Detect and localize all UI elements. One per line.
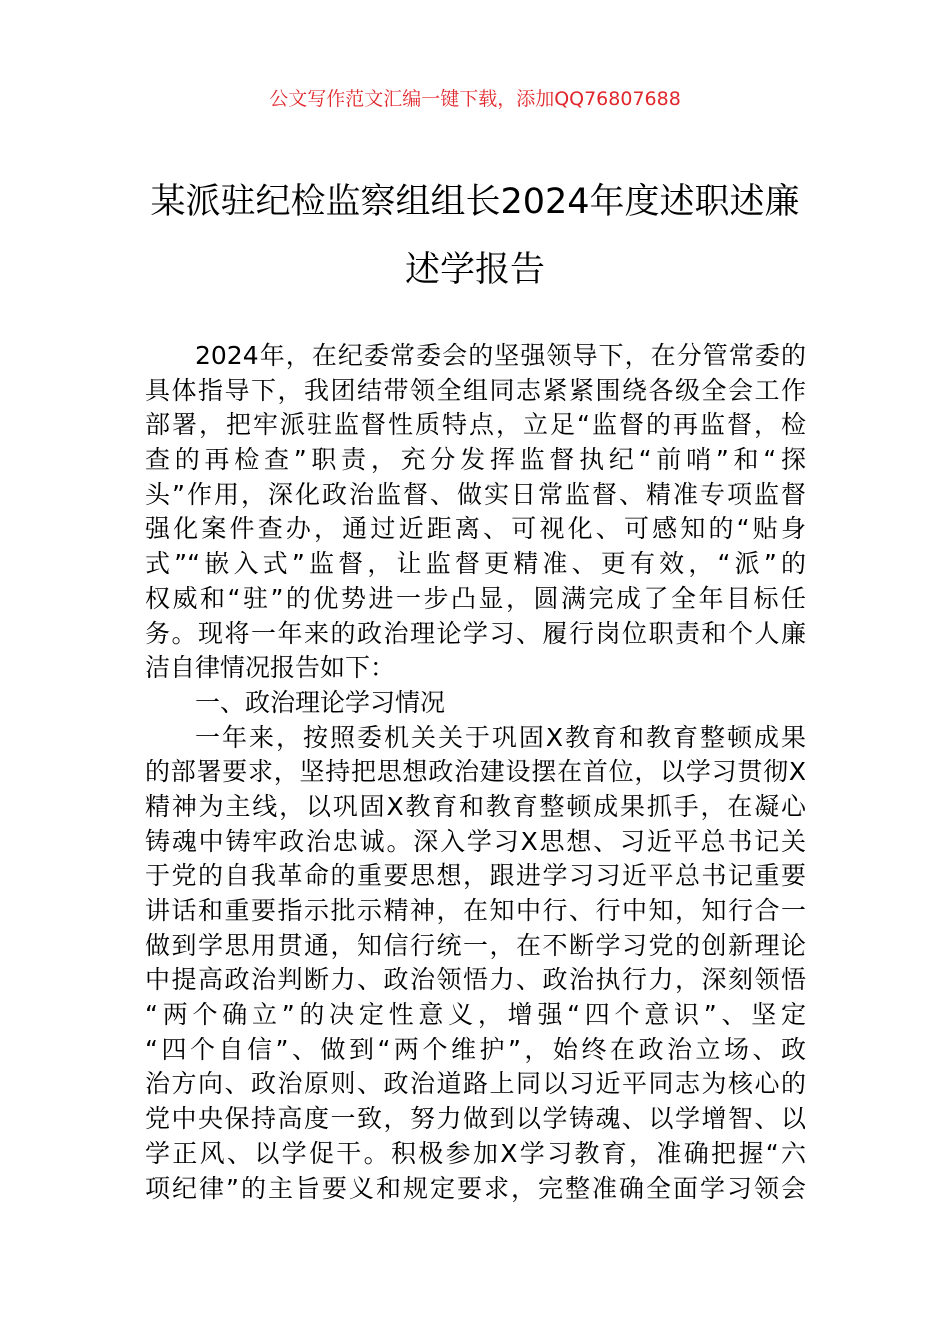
- text-line: “四个自信”、做到“两个维护”，始终在政治立场、政: [145, 1034, 806, 1064]
- text-line: 务。现将一年来的政治理论学习、履行岗位职责和个人廉: [145, 618, 806, 648]
- text-line: 讲话和重要指示批示精神，在知中行、行中知，知行合一: [145, 896, 806, 925]
- paragraph: [145, 339, 806, 686]
- text-line: 党中央保持高度一致，努力做到以学铸魂、以学增智、以: [145, 1104, 806, 1134]
- promo-banner: 公文写作范文汇编一键下载，添加QQ76807688: [269, 88, 681, 110]
- text-line: 头”作用，深化政治监督、做实日常监督、精准专项监督: [145, 479, 806, 509]
- text-line: 洁自律情况报告如下：: [145, 653, 396, 683]
- text-line: 项纪律”的主旨要义和规定要求，完整准确全面学习领会: [145, 1173, 806, 1203]
- text-line: 精神为主线，以巩固X教育和教育整顿成果抓手，在凝心: [145, 791, 806, 821]
- text-line: 权威和“驻”的优势进一步凸显，圆满完成了全年目标任: [145, 583, 806, 613]
- text-line: 治方向、政治原则、政治道路上同以习近平同志为核心的: [145, 1069, 806, 1099]
- text-line: 做到学思用贯通，知信行统一，在不断学习党的创新理论: [145, 930, 806, 960]
- text-line: 中提高政治判断力、政治领悟力、政治执行力，深刻领悟: [145, 965, 806, 995]
- text-line: 学正风、以学促干。积极参加X学习教育，准确把握“六: [145, 1138, 806, 1168]
- text-line: 部署，把牢派驻监督性质特点，立足“监督的再监督，检: [145, 410, 806, 440]
- text-line: 查的再检查”职责，充分发挥监督执纪“前哨”和“探: [145, 445, 806, 475]
- text-line: 2024年，在纪委常委会的坚强领导下，在分管常委的: [195, 341, 806, 370]
- text-line: 于党的自我革命的重要思想，跟进学习习近平总书记重要: [145, 861, 806, 891]
- document-title-line-1: 某派驻纪检监察组组长2024年度述职述廉: [150, 182, 800, 222]
- text-line: 铸魂中铸牢政治忠诚。深入学习X思想、习近平总书记关: [145, 826, 806, 856]
- document-body: [145, 339, 806, 1206]
- paragraph: [145, 721, 806, 1207]
- document-title-line-2: 述学报告: [404, 250, 545, 290]
- text-line: 一、政治理论学习情况: [195, 687, 446, 717]
- text-line: 的部署要求，坚持把思想政治建设摆在首位，以学习贯彻X: [145, 757, 806, 787]
- text-line: 强化案件查办，通过近距离、可视化、可感知的“贴身: [145, 514, 806, 544]
- text-line: 具体指导下，我团结带领全组同志紧紧围绕各级全会工作: [145, 375, 806, 405]
- text-line: 式”“嵌入式”监督，让监督更精准、更有效，“派”的: [145, 549, 806, 579]
- text-line: 一年来，按照委机关关于巩固X教育和教育整顿成果: [195, 722, 806, 752]
- text-line: “两个确立”的决定性意义，增强“四个意识”、坚定: [145, 1000, 806, 1030]
- section-heading: [145, 686, 806, 721]
